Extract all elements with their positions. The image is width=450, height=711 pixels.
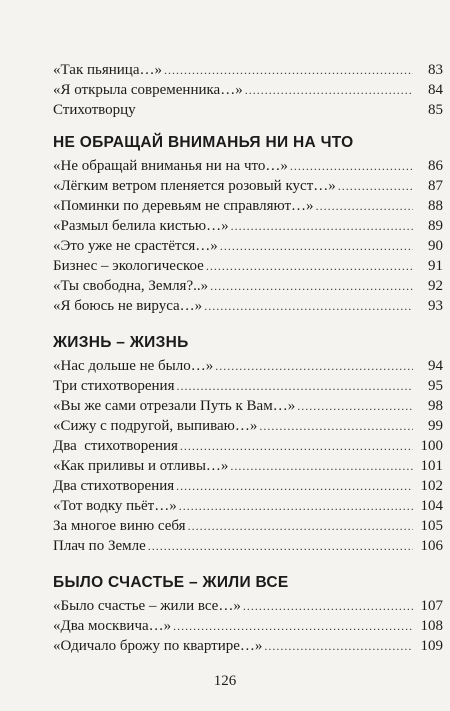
toc-entry [53,536,443,556]
toc-entry-page: 83 [428,62,443,78]
dot-leader [173,616,413,636]
dot-leader [164,60,413,80]
toc-entry-title: «Это уже не срастётся…» [53,238,218,254]
dot-leader [316,196,413,216]
toc-entry-page: 98 [428,398,443,414]
toc-entry [53,196,443,216]
toc-entry-title: «Поминки по деревьям не справляют…» [53,198,314,214]
toc-entry-page: 91 [428,258,443,274]
toc-entry-title: «Одичало брожу по квартире…» [53,638,263,654]
toc-entry [53,416,443,436]
section-heading: БЫЛО СЧАСТЬЕ – ЖИЛИ ВСЕ [53,574,289,591]
dot-leader [338,176,413,196]
page-number: 126 [213,673,237,689]
toc-entry-page: 84 [428,82,443,98]
toc-entry-title: «Как приливы и отливы…» [53,458,229,474]
toc-entry-title: «Размыл белила кистью…» [53,218,229,234]
toc-entry-title: «Я боюсь не вируса…» [53,298,203,314]
toc-entry-title: «Тот водку пьёт…» [53,498,177,514]
toc-entry-page: 88 [428,198,443,214]
toc-entry-title: «Было счастье – жили все…» [53,598,241,614]
dot-leader [215,356,413,376]
toc-entry [53,436,443,456]
toc-entry-title: «Сижу с подругой, выпиваю…» [53,418,258,434]
dot-leader [210,276,413,296]
toc-entry-page: 93 [428,298,443,314]
dot-leader [206,256,413,276]
toc-entry-page: 90 [428,238,443,254]
toc-entry [53,616,443,636]
toc-entry [53,376,443,396]
toc-entry [53,456,443,476]
dot-leader [179,496,413,516]
toc-entry-title: «Нас дольше не было…» [53,358,214,374]
toc-entry-title: Два стихотворения [53,478,175,494]
dot-leader [204,296,413,316]
toc-entry [53,356,443,376]
toc-entry-page: 106 [420,538,443,554]
toc-entry-title: «Я открыла современника…» [53,82,243,98]
dot-leader [177,376,414,396]
dot-leader [245,80,413,100]
toc-entry-title: «Лёгким ветром пленяется розовый куст…» [53,178,336,194]
toc-entry-title: Стихотворцу [53,102,136,118]
dot-leader [148,536,413,556]
section-heading: НЕ ОБРАЩАЙ ВНИМАНЬЯ НИ НА ЧТО [53,134,354,151]
toc-entry [53,60,443,80]
toc-entry [53,256,443,276]
toc-entry-title: «Так пьяница…» [53,62,162,78]
section-heading: ЖИЗНЬ – ЖИЗНЬ [53,334,189,351]
toc-entry-page: 108 [420,618,443,634]
toc-entry-page: 109 [420,638,443,654]
toc-entry [53,216,443,236]
toc-entry-page: 102 [420,478,443,494]
dot-leader [243,596,413,616]
toc-entry [53,236,443,256]
toc-entry-page: 94 [428,358,443,374]
toc-entry-page: 92 [428,278,443,294]
toc-entry-title: Плач по Земле [53,538,146,554]
toc-entry-title: «Ты свободна, Земля?..» [53,278,209,294]
dot-leader [297,396,413,416]
toc-entry [53,476,443,496]
toc-entry-page: 87 [428,178,443,194]
toc-entry [53,496,443,516]
toc-entry-page: 101 [420,458,443,474]
toc-entry-page: 105 [420,518,443,534]
toc-entry [53,276,443,296]
dot-leader [290,156,413,176]
toc-entry-title: За многое виню себя [53,518,186,534]
toc-entry-title: Бизнес – экологическое [53,258,204,274]
toc-entry [53,296,443,316]
table-of-contents [53,60,443,656]
toc-entry-page: 89 [428,218,443,234]
toc-entry-page: 85 [428,102,443,118]
toc-entry [53,80,443,100]
toc-entry [53,176,443,196]
dot-leader [231,216,413,236]
dot-leader [264,636,413,656]
toc-entry-page: 100 [420,438,443,454]
toc-entry-page: 107 [420,598,443,614]
dot-leader [220,236,413,256]
toc-entry-title: «Вы же сами отрезали Путь к Вам…» [53,398,296,414]
dot-leader [176,476,413,496]
dot-leader [230,456,413,476]
toc-entry [53,636,443,656]
toc-entry-title: «Не обращай вниманья ни на что…» [53,158,288,174]
toc-entry-page: 104 [420,498,443,514]
toc-entry [53,156,443,176]
toc-entry-page: 99 [428,418,443,434]
dot-leader [180,436,413,456]
toc-entry [53,100,443,120]
toc-entry [53,396,443,416]
toc-entry [53,516,443,536]
dot-leader [188,516,413,536]
toc-entry-title: Три стихотворения [53,378,175,394]
toc-entry-page: 95 [428,378,443,394]
dot-leader [259,416,413,436]
toc-entry-title: «Два москвича…» [53,618,172,634]
toc-entry [53,596,443,616]
toc-entry-title: Два стихотворения [53,438,178,454]
toc-entry-page: 86 [428,158,443,174]
